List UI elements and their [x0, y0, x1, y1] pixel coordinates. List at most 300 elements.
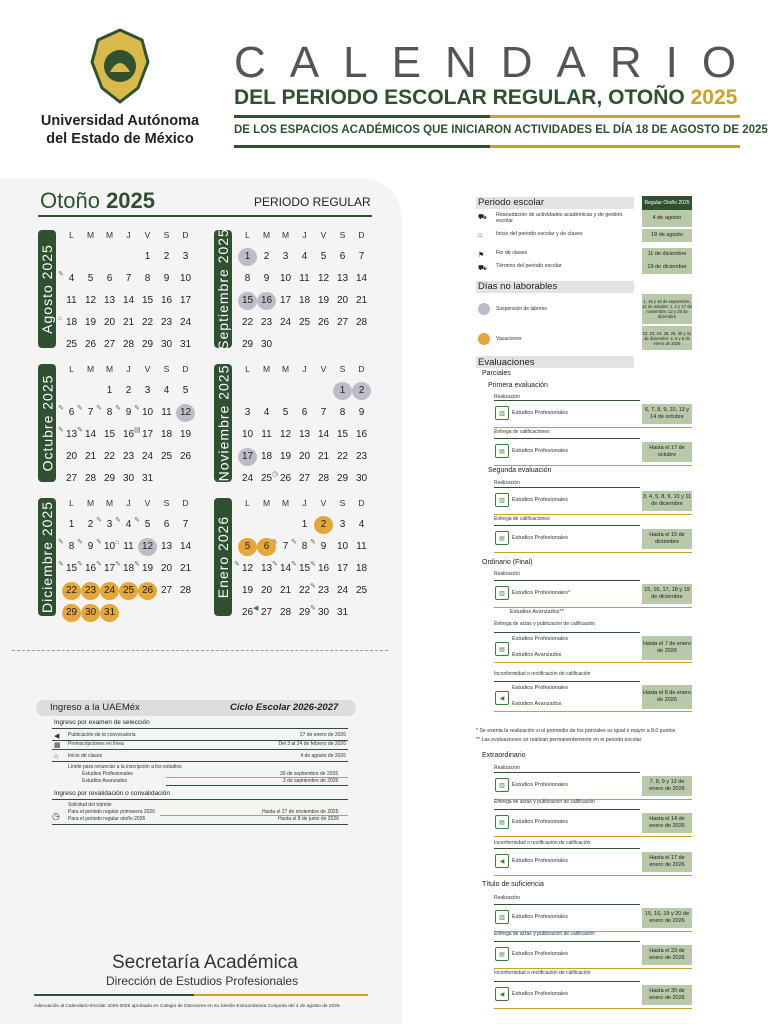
event-icon: ✎ [96, 517, 102, 524]
blank-day [295, 382, 314, 400]
eval-row-underline [494, 514, 692, 515]
event-icon: ✎ [77, 405, 83, 412]
otono-value: Hasta el 8 de junio de 2026 [278, 816, 339, 822]
day-cell: 21 [84, 451, 97, 462]
eval-row-value: Hasta el 30 de enero de 2026 [642, 985, 692, 1005]
ingreso-row-line [52, 761, 348, 762]
day-cell: 16 [355, 429, 368, 440]
day-cell: 30 [355, 473, 368, 484]
ingreso-row-label: Publicación de la convocatoria [68, 732, 136, 738]
day-cell: 12 ✎ [238, 560, 257, 578]
day-cell: 31 [179, 339, 192, 350]
day-cell: 16 [160, 295, 173, 306]
day-cell: 3 [182, 251, 189, 262]
eval-subheading: Entrega de calificaciones [494, 429, 550, 435]
day-cell: 7 [358, 251, 365, 262]
day-cell: 29 [241, 339, 254, 350]
day-cell: 3 [144, 385, 151, 396]
weekday-header: M [262, 364, 271, 374]
ingreso-row-value: 4 de agosto de 2026 [300, 753, 346, 759]
day-cell: 23 [81, 582, 100, 600]
day-cell: 12 [317, 273, 330, 284]
eval-row-underline [494, 662, 692, 663]
weekday-header: S [163, 230, 170, 240]
eval-icon: ▤ [495, 815, 509, 829]
weekday-header: V [320, 230, 327, 240]
eval-row-underline [494, 465, 692, 466]
day-cell: 27 [298, 473, 311, 484]
eval-row-underline [494, 968, 692, 969]
month-label [214, 230, 232, 348]
day-cell: 12 [176, 404, 195, 422]
eval-icon: ▤ [495, 444, 509, 458]
day-cell: 13 [336, 273, 349, 284]
month-label [38, 230, 56, 348]
month-name: Noviembre 2025 [215, 364, 232, 482]
page-subtitle: DEL PERIODO ESCOLAR REGULAR, OTOÑO 2025 [234, 86, 738, 109]
day-cell: 26 [317, 317, 330, 328]
weekday-header: D [358, 230, 365, 240]
weekday-header: M [105, 498, 114, 508]
day-cell: 6 [301, 407, 308, 418]
eval-row-line [494, 772, 640, 773]
day-cell: 15 [103, 429, 116, 440]
day-cell: 15 ✎ [295, 560, 314, 578]
day-cell: 10 [279, 273, 292, 284]
day-cell: 23 ✎ [314, 582, 333, 600]
day-cell: 29 [298, 607, 311, 618]
day-cell: 1 [144, 251, 151, 262]
day-cell: 22 [103, 451, 116, 462]
day-cell: 23 [160, 317, 173, 328]
day-cell: 2 [263, 251, 270, 262]
eval-icon: ▥ [495, 778, 509, 792]
weekday-header: L [245, 230, 250, 240]
day-cell: 4 [263, 407, 270, 418]
eval-row-value: Hasta el 7 de enero de 2026 [642, 636, 692, 660]
eval-row-label: Estudios Profesionales [512, 858, 568, 864]
day-cell: 21 [279, 585, 292, 596]
event-icon: ✎ [115, 561, 121, 568]
event-icon: ✎ [115, 405, 121, 412]
weekday-header: M [105, 230, 114, 240]
day-cell: 8 ✎ [62, 538, 81, 556]
month-name: Septiembre 2025 [215, 228, 232, 350]
day-cell: 2 [352, 382, 371, 400]
day-cell: 29 [103, 473, 116, 484]
day-cell: 21 [179, 563, 192, 574]
day-cell: 14 [179, 541, 192, 552]
blank-day [62, 382, 81, 400]
eval-row-label: Estudios Profesionales [512, 991, 568, 997]
weekday-header: L [245, 498, 250, 508]
weekday-header: M [281, 364, 290, 374]
day-cell: 22 [336, 451, 349, 462]
day-cell: 17 [238, 448, 257, 466]
day-cell: 25 [65, 339, 78, 350]
month-label [214, 498, 232, 616]
day-cell: 20 [298, 451, 311, 462]
day-cell: 15 [238, 292, 257, 310]
day-cell: 18 [355, 563, 368, 574]
day-cell: 15 ✎ [62, 560, 81, 578]
periodo-row-label: Reanudación de actividades académicas y de gestión escolar [496, 212, 623, 224]
eval-row-line [494, 400, 640, 401]
eval-row-line [494, 487, 640, 488]
weekday-header: D [182, 498, 189, 508]
day-cell: 1 [301, 519, 308, 530]
day-cell: 15 [336, 429, 349, 440]
eval-row-value: Hasta el 17 de octubre [642, 442, 692, 462]
event-icon: ✎ [291, 539, 297, 546]
day-cell: 3 [339, 519, 346, 530]
day-cell: 18 ✎ [119, 560, 138, 578]
blank-day [81, 248, 100, 266]
weekday-header: S [339, 230, 346, 240]
day-cell: 28 [355, 317, 368, 328]
day-cell: 29 [62, 604, 81, 622]
eval-row-value: Hasta el 23 de enero de 2026 [642, 945, 692, 965]
event-icon: ✎ [134, 561, 140, 568]
day-cell: 4 [163, 385, 170, 396]
weekday-header: J [302, 230, 307, 240]
day-cell: 19 [279, 451, 292, 462]
eval-row-value: 7, 8, 9 y 12 de enero de 2026 [642, 776, 692, 796]
day-cell: 22 [141, 317, 154, 328]
eval-icon: ◀ [495, 987, 509, 1001]
eval-row-line [494, 981, 640, 982]
day-cell: 31 [336, 607, 349, 618]
day-cell: 17 ▤ [138, 426, 157, 444]
calendar-period: PERIODO REGULAR [254, 195, 371, 209]
weekday-header: J [302, 364, 307, 374]
day-cell: 20 [336, 295, 349, 306]
eval-row-label: Estudios Profesionales [512, 535, 568, 541]
weekday-header: J [302, 498, 307, 508]
eval-heading: Ordinario (Final) [482, 559, 533, 566]
ingreso-icon: ◀ [54, 733, 60, 740]
day-cell: 9 [358, 407, 365, 418]
day-cell: 6 [339, 251, 346, 262]
eval-row-value: Hasta el 14 de enero de 2026 [642, 813, 692, 833]
day-cell: 1 [333, 382, 352, 400]
eval-row-underline [494, 836, 692, 837]
ingreso-row-value: Del 3 al 24 de febrero de 2026 [278, 741, 346, 747]
limite-ea-value: 2 de septiembre de 2026 [283, 778, 339, 784]
month-label [38, 364, 56, 482]
event-icon: ⌂ [115, 539, 120, 546]
weekday-header: M [86, 364, 95, 374]
day-cell: 18 [160, 429, 173, 440]
eval-row-value: Hasta el 17 de enero de 2026 [642, 852, 692, 872]
day-cell: 25 [160, 451, 173, 462]
suspension-label: Suspensión de labores [496, 306, 547, 312]
day-cell: 2 [125, 385, 132, 396]
day-cell: 20 [160, 563, 173, 574]
eval-heading: Extraordinario [482, 752, 526, 759]
eval-subheading: Inconformidad o rectificación de calificación [494, 671, 591, 677]
day-cell: 24 [279, 317, 292, 328]
day-cell: 2 [314, 516, 333, 534]
event-icon: ✎ [58, 271, 64, 278]
day-cell: 22 [62, 582, 81, 600]
eval-row-label: Estudios Profesionales* [512, 590, 571, 596]
month-label [38, 498, 56, 616]
event-icon: ✎ [77, 427, 83, 434]
day-cell: 5 [238, 538, 257, 556]
event-icon: ◷ [272, 471, 279, 478]
day-cell: 30 [122, 473, 135, 484]
day-cell: 6 [163, 519, 170, 530]
day-cell: 6 [257, 538, 276, 556]
day-cell: 11 [356, 541, 367, 552]
day-cell: 4 ✎ [119, 516, 138, 534]
ingreso-row-label: Preinscripciones en línea [68, 741, 124, 747]
day-cell: 14 ✎ [81, 426, 100, 444]
month-0 [38, 226, 208, 350]
ingreso-title: Ingreso a la UAEMéx [50, 702, 140, 713]
event-icon: ✎ [134, 517, 140, 524]
blank-day [119, 248, 138, 266]
month-grid [238, 360, 386, 488]
eval-row-label: Estudios Profesionales [512, 448, 568, 454]
event-icon: ⌂ [58, 315, 63, 322]
day-cell: 30 [160, 339, 173, 350]
periodo-row-label: Fin de clases [496, 250, 528, 256]
eval-subheading: Inconformidad o rectificación de calificación [494, 970, 591, 976]
weekday-header: L [69, 498, 74, 508]
day-cell: 19 [84, 317, 97, 328]
eval-note: ** Las evaluaciones se realizan permanentemente en el periodo escolar. [476, 737, 643, 743]
day-cell: 9 ✎ [314, 538, 333, 556]
day-cell: 31 [100, 604, 119, 622]
eval-row-line [494, 848, 640, 849]
weekday-header: S [163, 364, 170, 374]
weekday-header: M [281, 498, 290, 508]
eval-row-label: Estudios Profesionales [512, 914, 568, 920]
event-icon: ✎ [272, 561, 278, 568]
day-cell: 8 [144, 273, 151, 284]
day-cell: 19 [179, 429, 192, 440]
day-cell: 18 [260, 451, 273, 462]
eval-row-line [494, 580, 640, 581]
day-cell: 12 [84, 295, 97, 306]
page-title: CALENDARIO [234, 38, 761, 87]
day-cell: 14 [355, 273, 368, 284]
month-grid [238, 226, 386, 354]
day-cell: 3 [244, 407, 251, 418]
eval-subheading: Entrega de calificaciones [494, 516, 550, 522]
month-2 [38, 360, 208, 484]
weekday-header: S [339, 364, 346, 374]
event-icon: ✎ [58, 561, 64, 568]
day-cell: 1 [238, 248, 257, 266]
day-cell: 28 [317, 473, 330, 484]
day-cell: 15 [141, 295, 154, 306]
month-label [214, 364, 232, 482]
eval-subheading: Realización [494, 394, 520, 400]
day-cell: 27 [65, 473, 78, 484]
event-icon: ✎ [134, 405, 140, 412]
vacaciones-value: 22, 23, 24, 26, 29, 30 y 31 de diciembre; 2, 5 y 6 de enero de 2026 [642, 326, 692, 350]
weekday-header: L [69, 364, 74, 374]
eval-icon: ◀ [495, 854, 509, 868]
day-cell: 23 [355, 451, 368, 462]
periodo-icon: ⛟ [478, 265, 487, 272]
eval-row-label: Estudios Profesionales [512, 819, 568, 825]
month-name: Enero 2026 [215, 515, 231, 599]
day-cell: 28 [84, 473, 97, 484]
day-cell: 1 [106, 385, 113, 396]
day-cell: 9 ✎ [81, 538, 100, 556]
day-cell: 21 [355, 295, 368, 306]
event-icon: ✎ [58, 405, 64, 412]
weekday-header: J [126, 364, 131, 374]
eval-heading: Parciales [482, 370, 511, 377]
month-name: Octubre 2025 [39, 374, 55, 472]
day-cell: 16 ✎ [314, 560, 333, 578]
day-cell: 29 [141, 339, 154, 350]
month-name: Agosto 2025 [39, 244, 55, 334]
eval-row-label: Estudios Profesionales [512, 951, 568, 957]
day-cell: 17 [179, 295, 192, 306]
day-cell: 26 [84, 339, 97, 350]
university-name: Universidad Autónoma del Estado de México [40, 113, 200, 147]
day-cell: 8 [339, 407, 346, 418]
day-cell: 14 ✎ [276, 560, 295, 578]
clock-icon: ◷ [52, 811, 60, 821]
ingreso-icon: ⌂ [54, 753, 59, 760]
month-1 [214, 226, 384, 350]
day-cell: 10 ✎ [100, 538, 119, 556]
day-cell: 20 [260, 585, 273, 596]
eval-subheading: Entrega de actas y publicación de calificación [494, 931, 595, 937]
day-cell: 7 [182, 519, 189, 530]
day-cell: 25 [119, 582, 138, 600]
day-cell: 7 ✎ [276, 538, 295, 556]
day-cell: 10 ✎ [138, 404, 157, 422]
blank-day [314, 382, 333, 400]
periodo-title: Periodo escolar [478, 197, 545, 208]
day-cell: 26 [138, 582, 157, 600]
primavera-label: Para el periodo regular primavera 2026 [68, 809, 155, 815]
day-cell: 31 [141, 473, 154, 484]
day-cell: 8 ✎ [100, 404, 119, 422]
day-cell: 6 [106, 273, 113, 284]
blank-day [62, 248, 81, 266]
eval-subheading: Entrega de actas y publicación de calificación [494, 621, 595, 627]
day-cell: 22 [241, 317, 254, 328]
month-4 [38, 494, 208, 618]
event-icon: ✎ [96, 539, 102, 546]
limite-ep: Estudios Profesionales [82, 771, 133, 777]
eval-row-label: Estudios Profesionales [512, 410, 568, 416]
day-cell: 19 [317, 295, 330, 306]
day-cell: 11 [161, 407, 172, 418]
otono-label: Para el periodo regular otoño 2026 [68, 816, 146, 822]
weekday-header: S [163, 498, 170, 508]
month-grid [234, 494, 386, 622]
day-cell: 18 ⌂ [62, 314, 81, 332]
day-cell: 24 [336, 585, 349, 596]
month-name: Diciembre 2025 [39, 500, 55, 614]
ingreso-row-label: Inicio de clases [68, 753, 103, 759]
eval-row-underline [494, 711, 692, 712]
day-cell: 21 [122, 317, 135, 328]
day-cell: 11 [261, 429, 272, 440]
eval-icon: ◀ [495, 691, 509, 705]
eval-row-value: 3, 4, 5, 8, 9, 10 y 11 de diciembre [642, 491, 692, 511]
event-icon: ✎ [272, 539, 278, 546]
day-cell: 28 [279, 607, 292, 618]
day-cell: 23 [122, 451, 135, 462]
day-cell: 8 [244, 273, 251, 284]
eval-icon: ▥ [495, 910, 509, 924]
eval-heading: Primera evaluación [488, 382, 548, 389]
eval-subheading: Realización [494, 571, 520, 577]
periodo-icon: ⚑ [478, 252, 485, 259]
suspension-value: 1, 15 y 16 de septiembre, 12 de octubre; 1, 2 y 17 de noviembre; 12 y 25 de diciembre [642, 294, 692, 324]
day-cell: 30 [260, 339, 273, 350]
eval-label: Estudios Avanzados** [510, 609, 564, 615]
eval-note: * Se exenta la realización si el promedio de los parciales es igual o mayor a 8.0 puntos. [476, 728, 677, 734]
solicitud-label: Solicitud del trámite [68, 802, 112, 808]
event-icon: ◀ [253, 605, 259, 612]
eval-subheading: Realización [494, 480, 520, 486]
ingreso-seleccion: Ingreso por examen de selección [54, 719, 150, 726]
day-cell: 13 [160, 541, 173, 552]
blank-day [257, 382, 276, 400]
day-cell: 11 [299, 273, 310, 284]
day-cell: 10 [241, 429, 254, 440]
weekday-header: V [320, 364, 327, 374]
periodo-row-label: Término del periodo escolar [496, 263, 562, 269]
periodo-row-label: Inicio del periodo escolar y de clases [496, 231, 583, 237]
revalidacion-title: Ingreso por revalidación o convalidación [54, 790, 170, 797]
weekday-header: D [358, 364, 365, 374]
day-cell: 1 [68, 519, 75, 530]
day-cell: 27 [103, 339, 116, 350]
day-cell: 25 [260, 473, 273, 484]
eval-row-line [494, 681, 640, 682]
day-cell: 10 [336, 541, 349, 552]
event-icon: ✎ [96, 561, 102, 568]
day-cell: 5 [87, 273, 94, 284]
eval-icon: ▥ [495, 586, 509, 600]
day-cell: 19 [241, 585, 254, 596]
day-cell: 16 ✎ [81, 560, 100, 578]
day-cell: 27 ◀ [257, 604, 276, 622]
weekday-header: V [144, 498, 151, 508]
eval-row-line [494, 438, 640, 439]
primavera-value: Hasta el 27 de noviembre de 2025 [262, 809, 339, 815]
day-cell: 20 [103, 317, 116, 328]
day-cell: 25 [298, 317, 311, 328]
day-cell: 3 [282, 251, 289, 262]
day-cell: 24 [100, 582, 119, 600]
eval-heading: Título de suficiencia [482, 881, 544, 888]
blank-day [100, 248, 119, 266]
day-cell: 20 [65, 451, 78, 462]
direccion: Dirección de Estudios Profesionales [106, 974, 299, 988]
limite-ep-value: 30 de septiembre de 2026 [280, 771, 339, 777]
day-cell: 5 [320, 251, 327, 262]
weekday-header: V [144, 230, 151, 240]
day-cell: 24 [141, 451, 154, 462]
day-cell: 26 [241, 607, 254, 618]
day-cell: 4 [358, 519, 365, 530]
eval-row-label: Estudios Profesionales [512, 636, 568, 642]
